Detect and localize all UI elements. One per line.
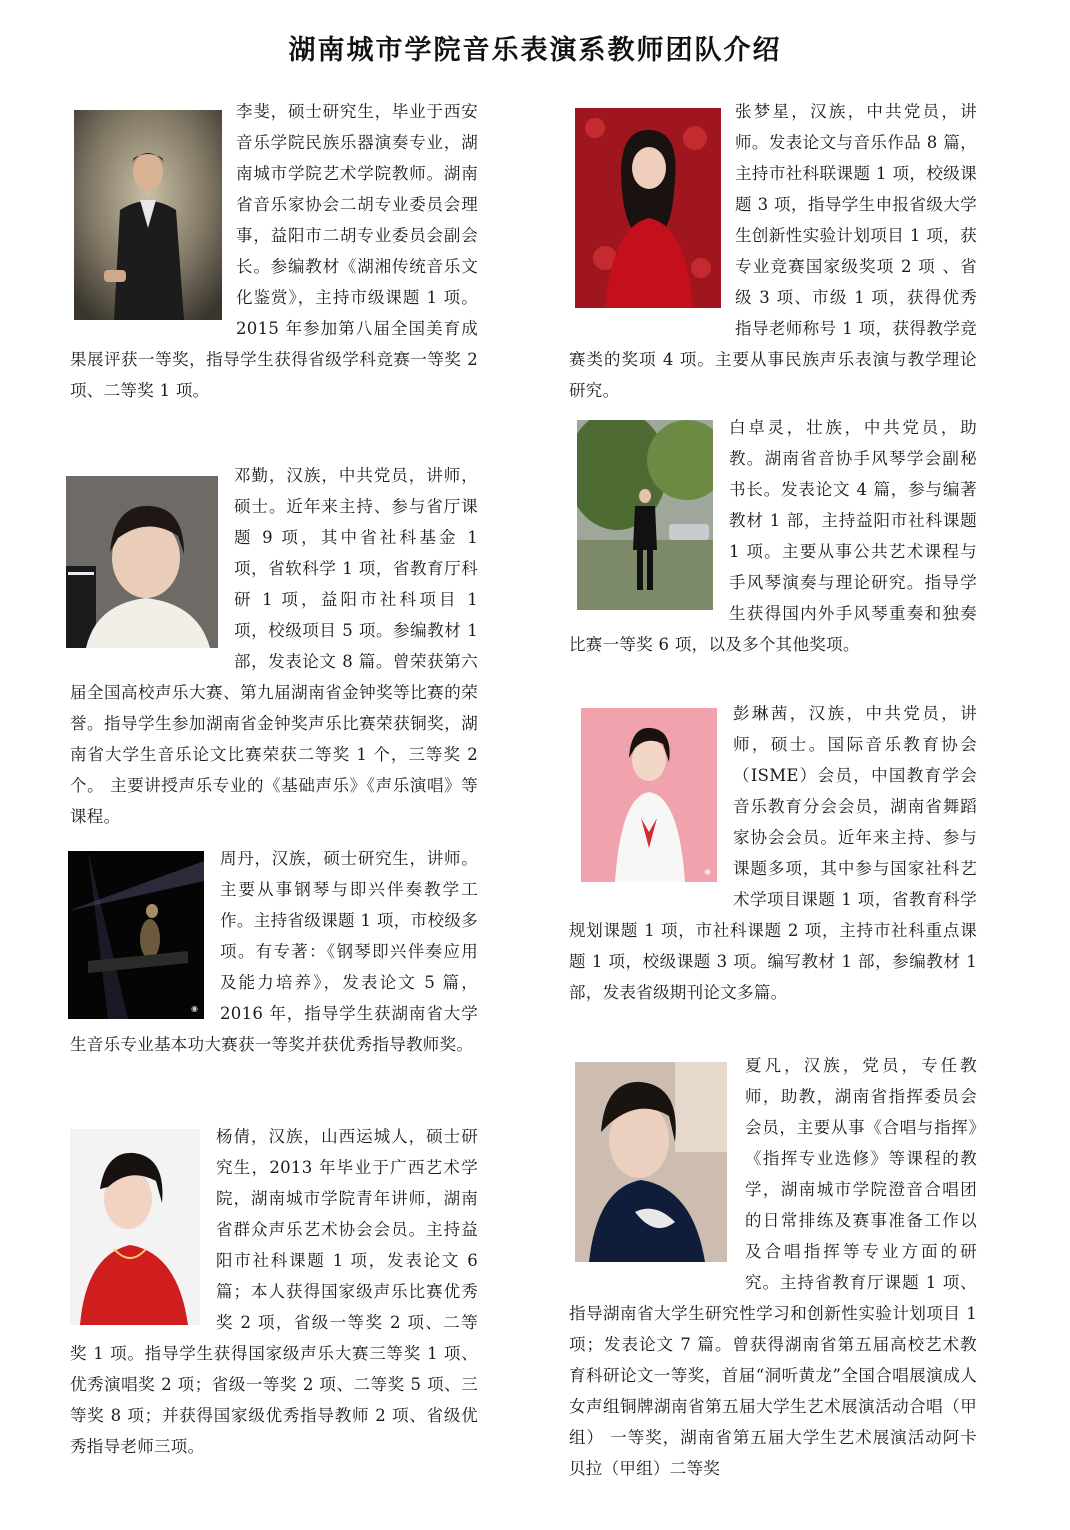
teacher-bio: 李斐，硕士研究生，毕业于西安音乐学院民族乐器演奏专业，湖南城市学院艺术学院教师。湖南省音乐家协会二胡专业委员会理事，益阳市二胡专业委员会副会长。参编教材《湖湘传统音乐文化鉴赏》，主持市级课题 1 项。2015 年参加第八届全国美育成果展评获一等奖，指导学生获得省级学科竞赛一等奖 2 项、二等奖 1 项。 [70,102,478,400]
watermark: ◉ [704,867,711,876]
teacher-profile-xia-fan [569,1050,977,1484]
teacher-bio: 白卓灵，壮族，中共党员，助教。湖南省音协手风琴学会副秘书长。发表论文 4 篇，参与编著教材 1 部，主持益阳市社科课题 1 项。主要从事公共艺术课程与手风琴演奏与理论研究。指导学生获得国内外手风琴重奏和独奏比赛一等奖 6 项，以及多个其他奖项。 [569,418,977,654]
teacher-photo [66,476,218,648]
teacher-photo [581,708,717,882]
teacher-bio: 邓勤，汉族，中共党员，讲师，硕士。近年来主持、参与省厅课题 9 项，其中省社科基金 1 项，省软科学 1 项，省教育厅科研 1 项，益阳市社科项目 1 项，校级项目 5 项。参编教材 1 部，发表论文 8 篇。曾荣获第六届全国高校声乐大赛、第九届湖南省金钟奖等比赛的荣誉。指导学生参加湖南省金钟奖声乐比赛荣获铜奖，湖南省大学生音乐论文比赛荣获二等奖 1 个，三等奖 2 个。 主要讲授声乐专业的《基础声乐》《声乐演唱》等课程。 [70,466,478,826]
page-title: 湖南城市学院音乐表演系教师团队介绍 [288,35,782,66]
teacher-profile-yang-qian [70,1121,478,1462]
teacher-profile-zhang-mengxing [569,96,977,406]
teacher-profile-bai-zhuoling [569,412,977,660]
teacher-bio: 周丹，汉族，硕士研究生，讲师。主要从事钢琴与即兴伴奏教学工作。主持省级课题 1 项，市校级多项。有专著：《钢琴即兴伴奏应用及能力培养》，发表论文 5 篇，2016 年，指导学生获湖南省大学生音乐专业基本功大赛获一等奖并获优秀指导教师奖。 [70,849,478,1054]
teacher-photo [70,1129,200,1325]
teacher-profile-deng-qin [70,460,478,832]
teacher-photo [68,851,204,1019]
watermark: ◉ [191,1004,198,1013]
teacher-bio: 夏凡，汉族，党员，专任教师，助教，湖南省指挥委员会会员，主要从事《合唱与指挥》《指挥专业选修》等课程的教学，湖南城市学院澄音合唱团的日常排练及赛事准备工作以及合唱指挥等专业方面的研究。主持省教育厅课题 1 项、指导湖南省大学生研究性学习和创新性实验计划项目 1 项；发表论文 7 篇。曾获得湖南省第五届高校艺术教育科研论文一等奖，首届“洞听黄龙”全国合唱展演成人女声组铜牌湖南省第五届大学生艺术展演活动合唱（甲组） 一等奖，湖南省第五届大学生艺术展演活动阿卡贝拉（甲组）二等奖 [569,1056,977,1478]
teacher-bio: 彭琳茜，汉族，中共党员，讲师，硕士。国际音乐教育协会（ISME）会员，中国教育学会音乐教育分会会员，湖南省舞蹈家协会会员。近年来主持、参与课题多项，其中参与国家社科艺术学项目课题 1 项，省教育科学规划课题 1 项，市社科课题 2 项，主持市社科重点课题 1 项，校级课题 3 项。编写教材 1 部，参编教材 1 部，发表省级期刊论文多篇。 [569,704,977,1002]
teacher-profile-li-fei [70,96,478,406]
teacher-photo [575,108,721,308]
teacher-photo [575,1062,727,1262]
teacher-bio: 张梦星，汉族，中共党员，讲师。发表论文与音乐作品 8 篇，主持市社科联课题 1 项，校级课题 3 项，指导学生申报省级大学生创新性实验计划项目 1 项，获专业竞赛国家级奖项 2 项 、省级 3 项、市级 1 项，获得优秀指导老师称号 1 项，获得教学竞赛类的奖项 4 项。主要从事民族声乐表演与教学理论研究。 [569,102,977,400]
teacher-profile-peng-linqian [569,698,977,1008]
teacher-profile-zhou-dan [70,843,478,1060]
teacher-photo [577,420,713,610]
teacher-bio: 杨倩，汉族，山西运城人，硕士研究生，2013 年毕业于广西艺术学院，湖南城市学院青年讲师，湖南省群众声乐艺术协会会员。主持益阳市社科课题 1 项，发表论文 6 篇；本人获得国家级声乐比赛优秀奖 2 项，省级一等奖 2 项、二等奖 1 项。指导学生获得国家级声乐大赛三等奖 1 项、优秀演唱奖 2 项；省级一等奖 2 项、二等奖 5 项、三等奖 8 项；并获得国家级优秀指导教师 2 项、省级优秀指导老师三项。 [70,1127,478,1456]
teacher-photo [74,110,222,320]
